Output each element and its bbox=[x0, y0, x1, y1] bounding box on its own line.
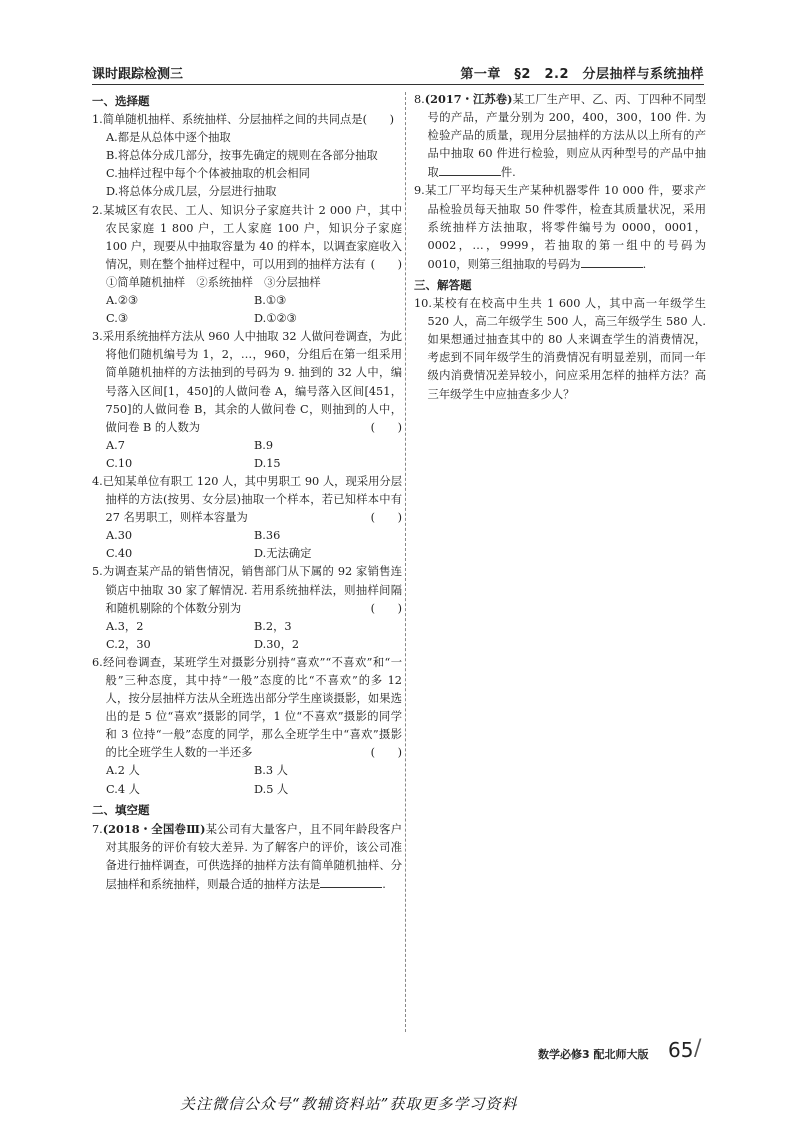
q5-stem: 5.为调查某产品的销售情况，销售部门从下属的 92 家销售连锁店中抽取 30 家了解情况. 若用系统抽样法，则抽样间隔和随机剔除的个体数分别为 bbox=[92, 565, 402, 615]
question-3 bbox=[92, 328, 402, 437]
question-2 bbox=[92, 202, 402, 274]
q5-option-a: A.3，2 bbox=[106, 619, 144, 633]
q3-option-b: B.9 bbox=[254, 438, 274, 452]
question-5 bbox=[92, 563, 402, 617]
q9-stem: 9.某工厂平均每天生产某种机器零件 10 000 件，要求产品检验员每天抽取 50 件零件，检查其质量状况，采用系统抽样方法抽取，将零件编号为 0000，0001，0002，…，9999，若抽取的第一组中的号码为 0010，则第三组抽取的号码为 bbox=[414, 184, 706, 271]
q2-options-ab bbox=[106, 292, 402, 310]
question-9 bbox=[414, 182, 706, 273]
q8-answer-blank[interactable] bbox=[439, 163, 501, 176]
q8-source-tag: (2017・江苏卷) bbox=[424, 92, 513, 106]
q3-option-a: A.7 bbox=[106, 438, 125, 452]
q8-number: 8. bbox=[414, 93, 425, 106]
q3-option-c: C.10 bbox=[106, 456, 133, 470]
footer-wechat-note: 关注微信公众号“教辅资料站”获取更多学习资料 bbox=[180, 1095, 518, 1113]
question-10: 10.某校有在校高中生共 1 600 人，其中高一年级学生 520 人，高二年级学生 500 人，高三年级学生 580 人. 如果想通过抽查其中的 80 人来调查学生的消费情况，考虑到不同年级学生的消费情况有明显差别，而同一年级内消费情况差异较小，问应采用怎样的抽样方法？高三年级学生中应抽查多少人？ bbox=[414, 297, 706, 401]
left-column bbox=[92, 90, 402, 894]
q2-stem: 2.某城区有农民、工人、知识分子家庭共计 2 000 户，其中农民家庭 1 800 户，工人家庭 100 户，知识分子家庭 100 户，现要从中抽取容量为 40 的样本，以调查家庭收入情况，则在整个抽样过程中，可以用到的抽样方法有 bbox=[92, 203, 402, 271]
q2-items: ①简单随机抽样 ②系统抽样 ③分层抽样 bbox=[106, 275, 321, 289]
right-column bbox=[414, 90, 706, 404]
q5-paren: ( ) bbox=[370, 601, 402, 615]
q7-stem: 某公司有大量客户，且不同年龄段客户对其服务的评价有较大差异. 为了解客户的评价，该公司准备进行抽样调查，可供选择的抽样方法有简单随机抽样、分层抽样和系统抽样，则最合适的抽样方法是 bbox=[105, 822, 402, 892]
q9-end: . bbox=[642, 257, 647, 271]
q1-option-b: B.将总体分成几部分，按事先确定的规则在各部分抽取 bbox=[106, 149, 378, 163]
q3-option-d: D.15 bbox=[254, 456, 281, 470]
q3-stem: 3.采用系统抽样方法从 960 人中抽取 32 人做问卷调查，为此将他们随机编号为 1，2，…，960，分组后在第一组采用简单随机抽样的方法抽到的号码为 9. 抽到的 32 人中，编号落入区间[1，450]的人做问卷 A，编号落入区间[451，750]的人做问卷 B，其余的人做问卷 C，则抽到的人中，做问卷 B 的人数为 bbox=[92, 330, 402, 434]
q6-stem: 6.经问卷调查，某班学生对摄影分别持“喜欢”“不喜欢”和“一般”三种态度，其中持“一般”态度的比“不喜欢”的多 12 人，按分层抽样方法从全班选出部分学生座谈摄影，如果选出的是 5 位“喜欢”摄影的同学，1 位“不喜欢”摄影的同学和 3 位持“一般”态度的同学，那么全班学生中“喜欢”摄影的比全班学生人数的一半还多 bbox=[92, 655, 402, 760]
q2-option-d: D.①②③ bbox=[254, 312, 297, 326]
column-divider bbox=[405, 92, 406, 1032]
q2-paren: ( ) bbox=[370, 257, 402, 271]
header-rule bbox=[92, 84, 704, 85]
page-number: 65 bbox=[668, 1038, 694, 1062]
q6-options-cd bbox=[106, 781, 402, 799]
q4-option-d: D.无法确定 bbox=[254, 547, 312, 561]
q3-paren: ( ) bbox=[370, 420, 402, 434]
q5-option-d: D.30，2 bbox=[254, 637, 300, 651]
q4-paren: ( ) bbox=[370, 511, 402, 525]
q8-stem: 某工厂生产甲、乙、丙、丁四种不同型号的产品，产量分别为 200，400，300，100 件. 为检验产品的质量，现用分层抽样的方法从以上所有的产品中抽取 60 件进行检验，则应从丙种型号的产品中抽取 bbox=[427, 93, 706, 180]
question-8 bbox=[414, 90, 706, 182]
q2-option-c: C.③ bbox=[106, 312, 128, 326]
section-title-choice: 一、选择题 bbox=[92, 94, 150, 108]
q1-option-c: C.抽样过程中每个个体被抽取的机会相同 bbox=[106, 167, 310, 181]
q6-option-b: B.3 人 bbox=[254, 764, 288, 778]
q7-end: . bbox=[382, 878, 386, 892]
q4-stem: 4.已知某单位有职工 120 人，其中男职工 90 人，现采用分层抽样的方法(按男、女分层)抽取一个样本，若已知样本中有 27 名男职工，则样本容量为 bbox=[92, 474, 402, 525]
q1-option-d: D.将总体分成几层，分层进行抽取 bbox=[106, 185, 277, 199]
question-4 bbox=[92, 473, 402, 527]
q7-number: 7. bbox=[92, 822, 103, 836]
q4-option-c: C.40 bbox=[106, 547, 133, 561]
q3-options-cd bbox=[106, 455, 402, 473]
q7-answer-blank[interactable] bbox=[320, 875, 382, 888]
q1-option-a: A.都是从总体中逐个抽取 bbox=[106, 131, 231, 145]
q6-option-c: C.4 人 bbox=[106, 782, 140, 796]
section-title-fill: 二、填空题 bbox=[92, 802, 150, 817]
q6-option-d: D.5 人 bbox=[254, 782, 289, 796]
q5-option-b: B.2，3 bbox=[254, 619, 292, 633]
q6-paren: ( ) bbox=[370, 746, 402, 760]
question-1: 1.简单随机抽样、系统抽样、分层抽样之间的共同点是( ) bbox=[92, 113, 395, 127]
q4-option-a: A.30 bbox=[106, 529, 133, 543]
q2-option-b: B.①③ bbox=[254, 294, 287, 308]
question-6 bbox=[92, 654, 402, 763]
q5-options-ab bbox=[106, 618, 402, 636]
q5-options-cd bbox=[106, 636, 402, 654]
q5-option-c: C.2，30 bbox=[106, 637, 151, 651]
q4-options-ab bbox=[106, 527, 402, 545]
q3-options-ab bbox=[106, 437, 402, 455]
q2-option-a: A.②③ bbox=[106, 294, 139, 308]
q9-answer-blank[interactable] bbox=[581, 255, 643, 268]
q7-source-tag: (2018・全国卷Ⅲ) bbox=[102, 821, 206, 836]
q8-end: 件. bbox=[500, 166, 516, 180]
header-left: 课时跟踪检测三 bbox=[92, 67, 184, 82]
header-right: 第一章 §2 2.2 分层抽样与系统抽样 bbox=[460, 67, 704, 82]
q6-options-ab bbox=[106, 762, 402, 780]
q4-options-cd bbox=[106, 545, 402, 563]
question-7 bbox=[92, 820, 402, 894]
footer-slash-mark: / bbox=[694, 1036, 702, 1061]
footer-book-title: 数学必修3 配北师大版 bbox=[538, 1048, 649, 1061]
section-title-answer: 三、解答题 bbox=[414, 277, 472, 292]
q2-options-cd bbox=[106, 310, 402, 328]
q6-option-a: A.2 人 bbox=[106, 764, 140, 778]
q4-option-b: B.36 bbox=[254, 529, 281, 543]
